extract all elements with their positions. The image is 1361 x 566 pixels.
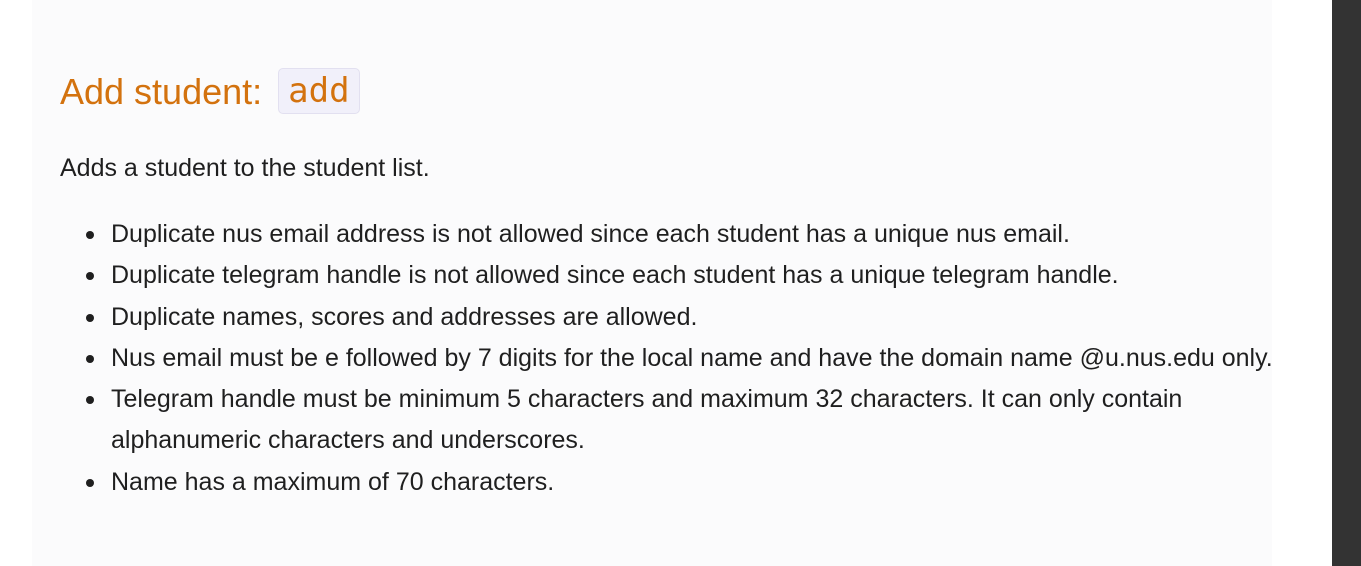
vertical-scrollbar[interactable] [1332,0,1361,566]
section-title: Add student: [60,71,263,112]
document-content [32,0,1272,566]
rule-item: Nus email must be e followed by 7 digits for the local name and have the domain name @u.nus.edu only. [111,338,1291,379]
rule-item: Name has a maximum of 70 characters. [111,462,1291,503]
rule-item: Duplicate telegram handle is not allowed since each student has a unique telegram handle. [111,255,1291,296]
rule-item: Duplicate nus email address is not allowed since each student has a unique nus email. [111,214,1291,255]
section-intro: Adds a student to the student list. [60,154,430,182]
rules-list [60,214,1291,503]
rule-item: Telegram handle must be minimum 5 characters and maximum 32 characters. It can only contain alphanumeric characters and underscores. [111,379,1291,462]
rule-item: Duplicate names, scores and addresses are allowed. [111,297,1291,338]
section-heading [60,66,360,118]
command-code: add [278,68,359,114]
